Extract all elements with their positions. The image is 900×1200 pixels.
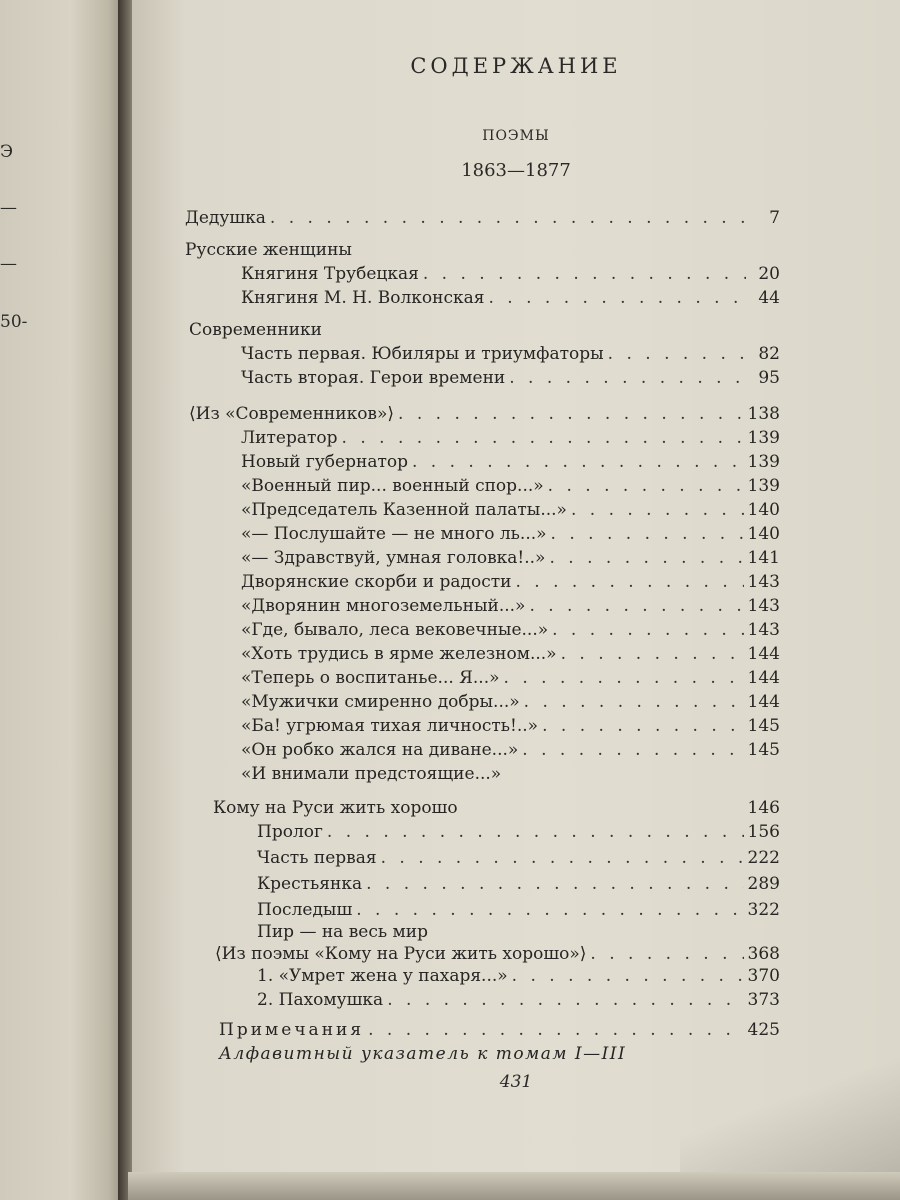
toc-entry-page: 139 — [747, 428, 780, 448]
toc-entry-page: 144 — [747, 668, 780, 688]
toc-entry[interactable] — [257, 822, 780, 842]
toc-leader-dots — [366, 874, 743, 894]
toc-entry-page: 95 — [758, 368, 780, 388]
toc-entry-page: 289 — [747, 874, 780, 894]
toc-leader-dots — [381, 848, 744, 868]
toc-entry-title: Алфавитный указатель к томам I—III — [219, 1044, 627, 1064]
toc-entry-title: Новый губернатор — [241, 452, 408, 472]
toc-leader-dots — [488, 288, 746, 308]
toc-entry[interactable] — [241, 428, 780, 448]
toc-entry-page: 140 — [747, 500, 780, 520]
toc-entry-page: 373 — [747, 990, 780, 1010]
toc-entry-title: Княгиня М. Н. Волконская — [241, 288, 485, 308]
toc-leader-dots — [549, 548, 743, 568]
toc-entry-title: Примечания — [219, 1020, 365, 1040]
section-years: 1863—1877 — [461, 160, 571, 181]
toc-entry-title: Крестьянка — [257, 874, 363, 894]
toc-leader-dots — [552, 620, 743, 640]
toc-leader-dots — [608, 344, 746, 364]
toc-entry[interactable] — [241, 668, 780, 688]
toc-leader-dots — [571, 500, 744, 520]
toc-entry-page: 143 — [747, 596, 780, 616]
toc-leader-dots — [561, 644, 744, 664]
facing-page-fragment: — — [0, 198, 17, 218]
toc-leader-dots — [590, 944, 743, 964]
toc-entry[interactable] — [257, 966, 780, 986]
toc-entry-page: 82 — [758, 344, 780, 364]
toc-entry-title: «Дворянин многоземельный...» — [241, 596, 526, 616]
toc-leader-dots — [398, 404, 744, 424]
toc-entry-title: Русские женщины — [185, 240, 352, 260]
toc-entry-title: Литератор — [241, 428, 338, 448]
toc-entry-page: 141 — [747, 548, 780, 568]
toc-leader-dots — [270, 208, 746, 228]
toc-entry-page: 145 — [747, 716, 780, 736]
toc-entry[interactable] — [257, 848, 780, 868]
toc-entry-page: 139 — [747, 452, 780, 472]
toc-entry[interactable] — [189, 404, 780, 424]
toc-entry-page: 368 — [747, 944, 780, 964]
toc-entry[interactable] — [241, 548, 780, 568]
toc-entry-page: 143 — [747, 572, 780, 592]
toc-entry-title: 2. Пахомушка — [257, 990, 384, 1010]
toc-entry-page: 7 — [769, 208, 780, 228]
page-title: СОДЕРЖАНИЕ — [410, 54, 622, 78]
table-of-contents — [132, 0, 900, 1200]
toc-entry[interactable] — [241, 344, 780, 364]
toc-entry[interactable] — [185, 208, 780, 228]
toc-entry[interactable] — [257, 922, 780, 942]
section-heading: ПОЭМЫ — [482, 128, 550, 144]
toc-leader-dots — [529, 596, 743, 616]
toc-leader-dots — [412, 452, 744, 472]
toc-entry[interactable] — [241, 692, 780, 712]
toc-leader-dots — [509, 368, 746, 388]
toc-entry[interactable] — [213, 798, 780, 818]
toc-entry[interactable] — [241, 500, 780, 520]
toc-entry-page: 140 — [747, 524, 780, 544]
toc-entry[interactable] — [219, 1044, 780, 1064]
toc-leader-dots — [524, 692, 744, 712]
toc-entry-title: Пролог — [257, 822, 323, 842]
toc-entry[interactable] — [241, 524, 780, 544]
facing-page-fragment: Э — [0, 142, 14, 162]
toc-entry-title: «Теперь о воспитанье... Я...» — [241, 668, 500, 688]
toc-entry[interactable] — [241, 740, 780, 760]
toc-entry-title: «Военный пир... военный спор...» — [241, 476, 544, 496]
toc-entry[interactable] — [189, 320, 780, 340]
toc-leader-dots — [423, 264, 746, 284]
toc-leader-dots — [504, 668, 744, 688]
toc-leader-dots — [327, 822, 744, 842]
toc-entry[interactable] — [241, 368, 780, 388]
toc-entry-page: 44 — [758, 288, 780, 308]
toc-leader-dots — [542, 716, 743, 736]
toc-entry[interactable] — [241, 764, 780, 784]
toc-leader-dots — [548, 476, 744, 496]
toc-entry-title: ⟨Из поэмы «Кому на Руси жить хорошо»⟩ — [215, 944, 587, 964]
toc-entry[interactable] — [241, 644, 780, 664]
toc-entry-title: Княгиня Трубецкая — [241, 264, 419, 284]
toc-leader-dots — [387, 990, 743, 1010]
toc-entry-page: 144 — [747, 644, 780, 664]
toc-entry-page: 143 — [747, 620, 780, 640]
toc-entry[interactable] — [257, 874, 780, 894]
toc-entry-title: «Хоть трудись в ярме железном...» — [241, 644, 557, 664]
toc-entry-page: 145 — [747, 740, 780, 760]
toc-entry-page: 222 — [747, 848, 780, 868]
toc-entry-page: 322 — [747, 900, 780, 920]
toc-entry[interactable] — [241, 620, 780, 640]
toc-entry-page: 144 — [747, 692, 780, 712]
contents-page — [132, 0, 900, 1200]
toc-entry[interactable] — [241, 572, 780, 592]
toc-entry[interactable] — [257, 990, 780, 1010]
toc-entry-page: 370 — [747, 966, 780, 986]
toc-entry-title: Часть первая — [257, 848, 377, 868]
toc-entry-page: 425 — [747, 1020, 780, 1040]
toc-leader-dots — [356, 900, 743, 920]
toc-entry-title: Кому на Руси жить хорошо — [213, 798, 458, 818]
facing-page — [0, 0, 128, 1200]
toc-entry-title: Часть первая. Юбиляры и триумфаторы — [241, 344, 604, 364]
toc-entry-title: Пир — на весь мир — [257, 922, 428, 942]
toc-entry[interactable] — [241, 476, 780, 496]
toc-entry-page: 146 — [747, 798, 780, 818]
toc-leader-dots — [342, 428, 744, 448]
toc-leader-dots — [512, 966, 744, 986]
toc-entry-title: «И внимали предстоящие...» — [241, 764, 502, 784]
toc-entry-title: Последыш — [257, 900, 353, 920]
toc-entry[interactable] — [241, 264, 780, 284]
facing-page-fragment: 50- — [0, 312, 28, 332]
toc-entry-page: 139 — [747, 476, 780, 496]
toc-entry-page: 138 — [747, 404, 780, 424]
toc-entry-title: «Где, бывало, леса вековечные...» — [241, 620, 549, 640]
page-bottom-edge — [128, 1172, 900, 1200]
toc-leader-dots — [522, 740, 743, 760]
toc-entry[interactable] — [241, 288, 780, 308]
toc-entry[interactable] — [215, 944, 780, 964]
toc-entry-title: ⟨Из «Современников»⟩ — [189, 404, 395, 424]
toc-leader-dots — [515, 572, 743, 592]
toc-entry-title: «— Здравствуй, умная головка!..» — [241, 548, 546, 568]
toc-leader-dots — [368, 1020, 743, 1040]
toc-entry-title: «Мужички смиренно добры...» — [241, 692, 520, 712]
toc-entry-page: 156 — [747, 822, 780, 842]
toc-entry[interactable] — [241, 452, 780, 472]
toc-entry[interactable] — [257, 900, 780, 920]
toc-entry-title: «— Послушайте — не много ль...» — [241, 524, 547, 544]
toc-entry[interactable] — [219, 1020, 780, 1040]
toc-entry-title: Современники — [189, 320, 322, 340]
toc-entry-title: Дедушка — [185, 208, 266, 228]
toc-entry-page: 20 — [758, 264, 780, 284]
toc-entry-title: «Он робко жался на диване...» — [241, 740, 519, 760]
facing-page-fragment: — — [0, 254, 17, 274]
toc-entry[interactable] — [185, 240, 780, 260]
page-number: 431 — [499, 1072, 533, 1092]
toc-entry-title: «Председатель Казенной палаты...» — [241, 500, 567, 520]
toc-entry[interactable] — [241, 716, 780, 736]
toc-entry-title: 1. «Умрет жена у пахаря...» — [257, 966, 508, 986]
toc-entry[interactable] — [241, 596, 780, 616]
toc-entry-title: Часть вторая. Герои времени — [241, 368, 506, 388]
toc-leader-dots — [551, 524, 744, 544]
toc-entry-title: Дворянские скорби и радости — [241, 572, 512, 592]
toc-entry-title: «Ба! угрюмая тихая личность!..» — [241, 716, 539, 736]
